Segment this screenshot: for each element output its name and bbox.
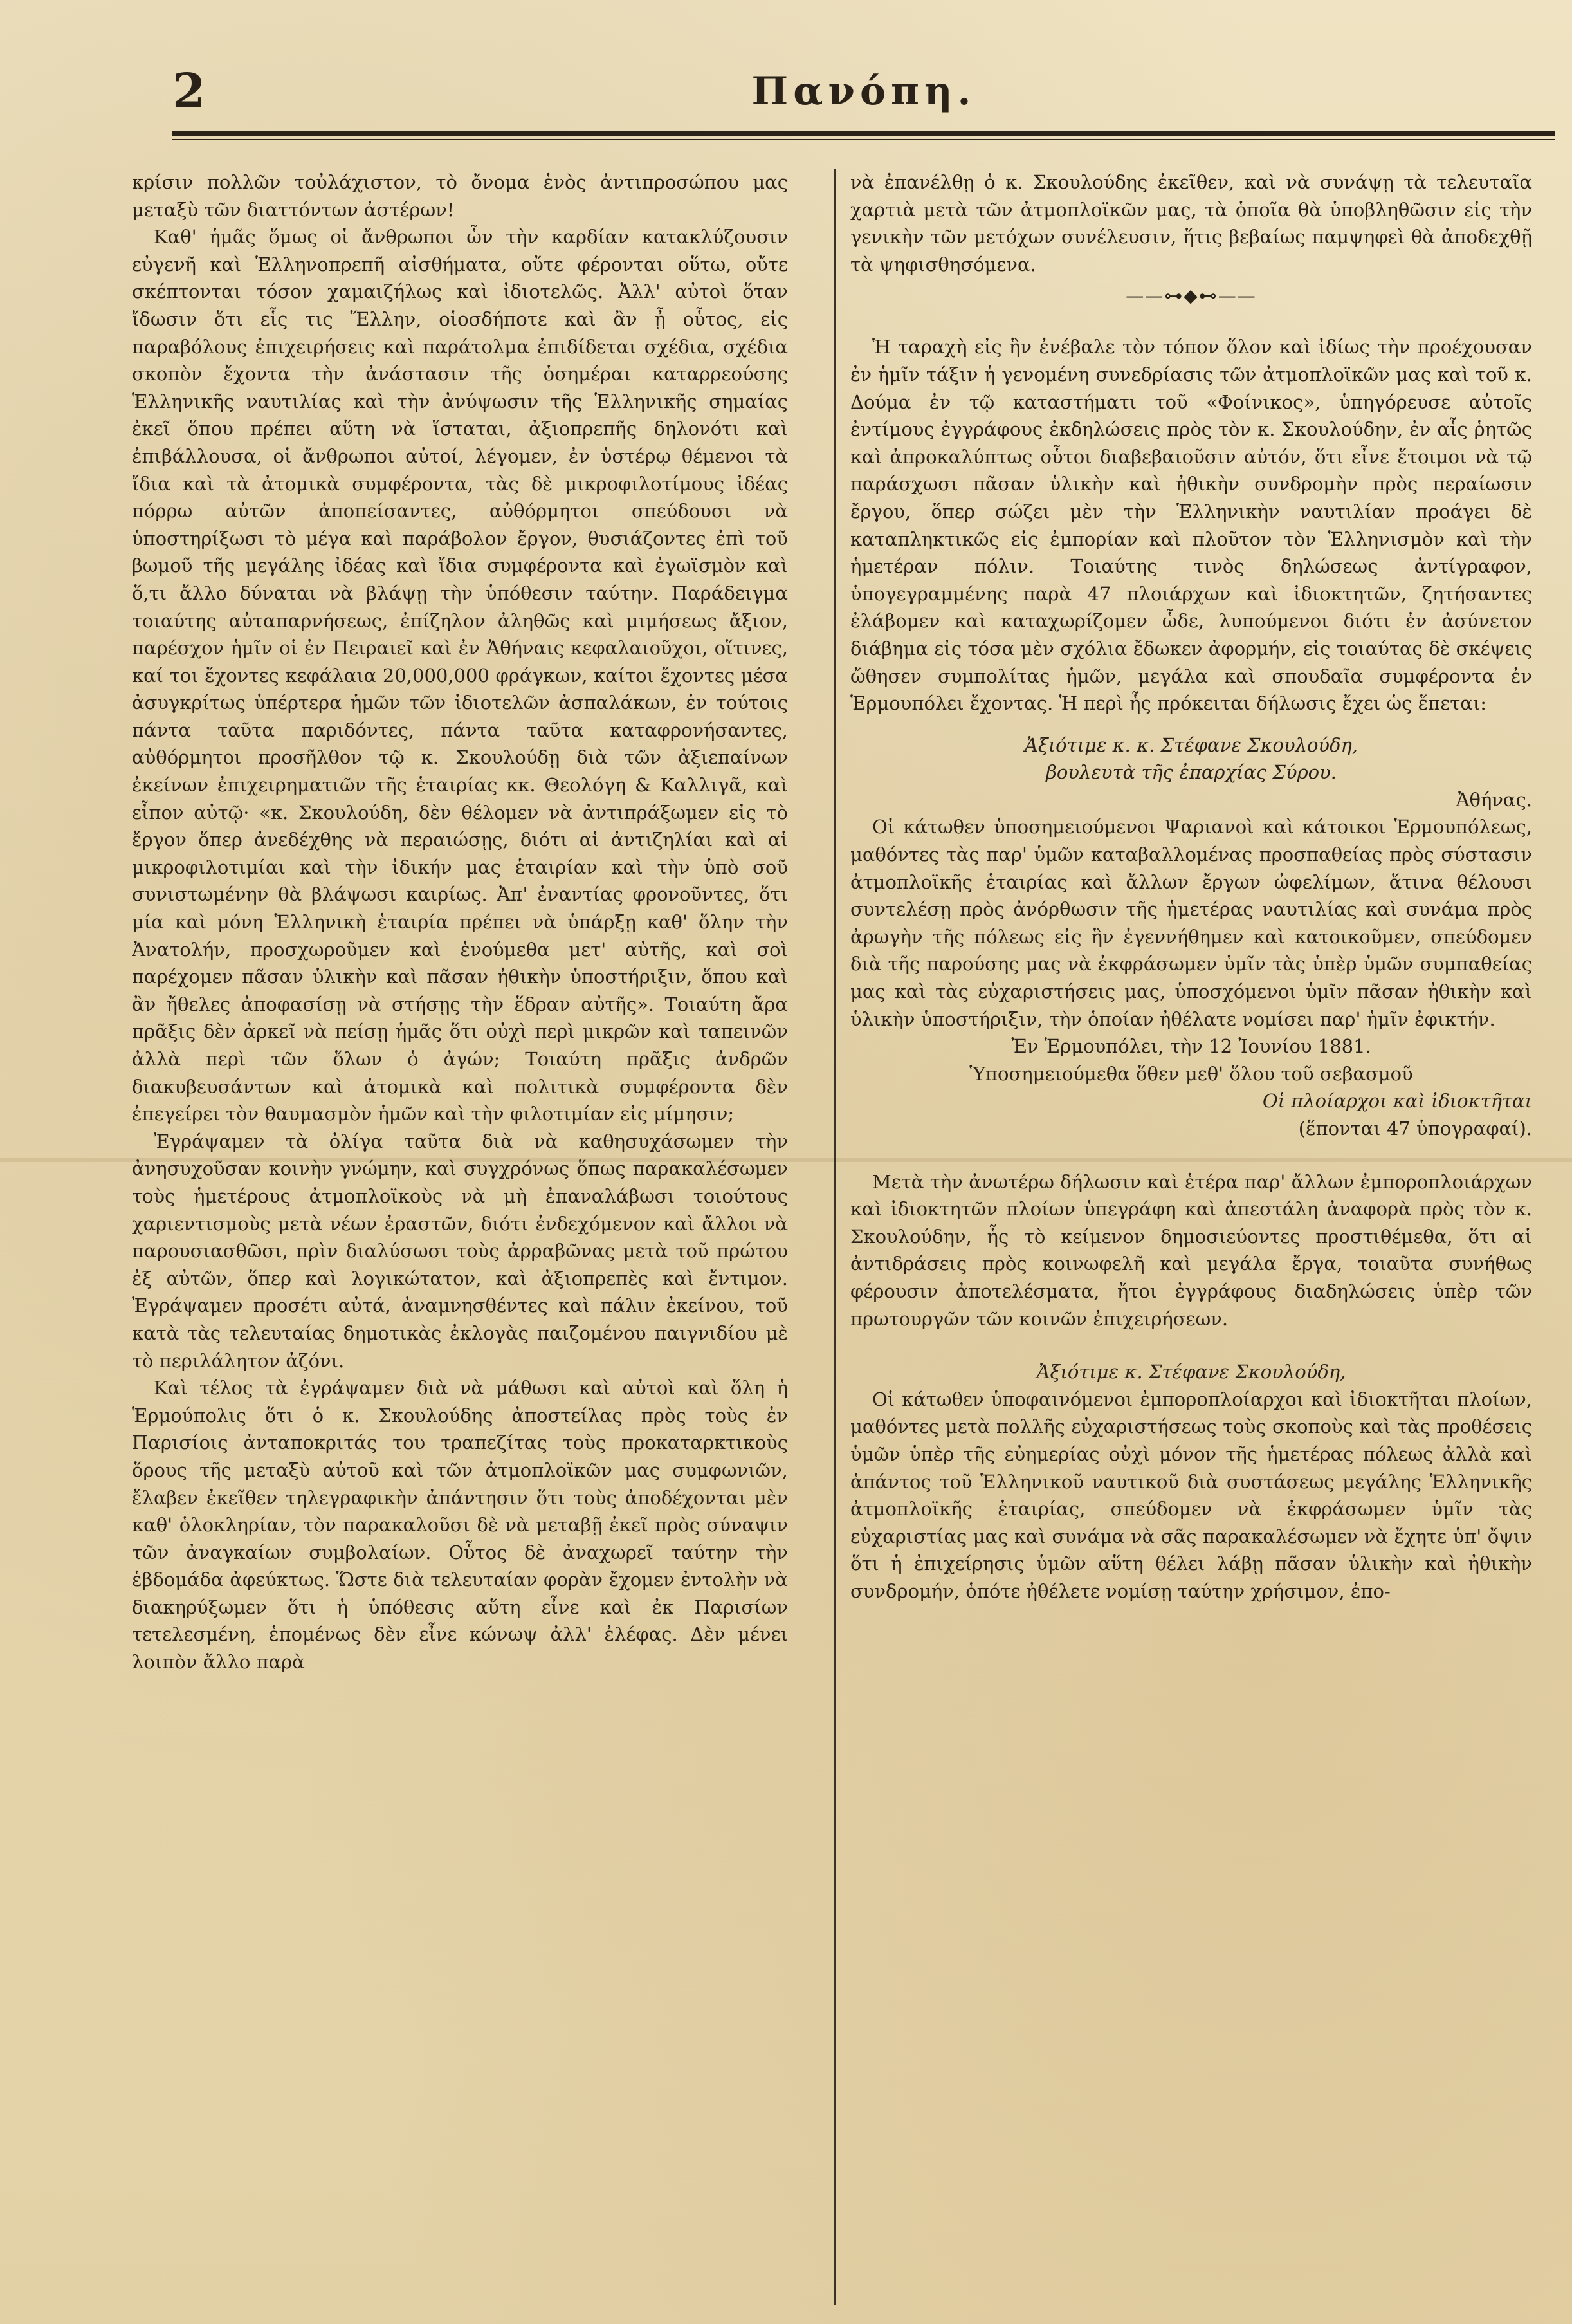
header-rule-thin — [172, 139, 1555, 140]
letter-body: Οἱ κάτωθεν ὑποφαινόμενοι ἐμποροπλοίαρχοι καὶ ἰδιοκτῆται πλοίων, μαθόντες μετὰ πολλῆς εὐχαριστήσεως τοὺς σκοποὺς καὶ τὰς προθέσεις ὑμῶν ὑπὲρ τῆς εὐημερίας οὐχὶ μόνον τῆς ἡμετέρας πόλεως ἀλλὰ καὶ ἁπάντος τοῦ Ἑλληνικοῦ ναυτικοῦ διὰ συστάσεως μεγάλης Ἑλληνικῆς ἀτμοπλοϊκῆς ἑταιρίας, σπεύδομεν νὰ ἐκφράσωμεν ὑμῖν τὰς εὐχαριστίας μας καὶ συνάμα νὰ σᾶς παρακαλέσωμεν νὰ ἔχητε ὑπ' ὄψιν ὅτι ἡ ἐπιχείρησις ὑμῶν αὕτη θέλει λάβῃ πᾶσαν ὑλικὴν καὶ ἠθικὴν συνδρομήν, ὁπότε ἠθέλετε νομίσῃ ταύτην χρήσιμον, ἐπο- — [850, 1388, 1532, 1602]
column-divider — [834, 169, 836, 2305]
letter-salutation-title: βουλευτὰ τῆς ἐπαρχίας Σύρου. — [1046, 761, 1337, 784]
letter-place: Ἀθήνας. — [1456, 788, 1532, 811]
letter-signatories: Οἱ πλοίαρχοι καὶ ἰδιοκτῆται — [1262, 1090, 1532, 1112]
left-paragraph-continued: κρίσιν πολλῶν τοὐλάχιστον, τὸ ὄνομα ἑνὸς ἀντιπροσώπου μας μεταξὺ τῶν διαττόντων ἀστέρων! — [132, 171, 788, 221]
left-column — [132, 169, 788, 2305]
right-paragraph-continued: νὰ ἐπανέλθῃ ὁ κ. Σκουλούδης ἐκεῖθεν, καὶ νὰ συνάψῃ τὰ τελευταῖα χαρτιὰ μετὰ τῶν ἀτμοπλοϊκῶν μας, τὰ ὁποῖα θὰ ὑποβληθῶσιν εἰς τὴν γενικὴν τῶν μετόχων συνέλευσιν, ἥτις βεβαίως παμψηφεὶ θὰ ἀποδεχθῇ τὰ ψηφισθησόμενα. — [850, 171, 1532, 275]
letter-date: Ἐν Ἑρμουπόλει, τὴν 12 Ἰουνίου 1881. — [1011, 1035, 1371, 1058]
section-ornament: ——⊶◆⊷—— — [1126, 285, 1257, 307]
left-paragraph: Καθ' ἡμᾶς ὅμως οἱ ἄνθρωποι ὧν τὴν καρδίαν κατακλύζουσιν εὐγενῆ καὶ Ἑλληνοπρεπῆ αἰσθήματα, οὔτε φέρονται οὕτω, οὔτε σκέπτονται τόσον χαμαιζήλως καὶ ἰδιοτελῶς. Ἀλλ' αὐτοὶ ὅταν ἴδωσιν ὅτι εἷς τις Ἕλλην, οἱοσδήποτε καὶ ἂν ᾖ οὗτος, εἰς παραβόλους ἐπιχειρήσεις καὶ παράτολμα ἐπιδίδεται σχέδια, σχέδια σκοπὸν ἔχοντα τὴν ἀνάστασιν τῆς ὁσημέραι καταρρεούσης Ἑλληνικῆς ναυτιλίας καὶ τὴν ἀνύψωσιν τῆς Ἑλληνικῆς σημαίας ἐκεῖ ὅπου πρέπει αὕτη νὰ ἵσταται, ἀξιοπρεπῆς δηλονότι καὶ ἐπιβάλλουσα, οἱ ἄνθρωποι αὐτοί, λέγομεν, ἐν ὑστέρῳ θέμενοι τὰ ἴδια καὶ τὰ ἀτομικὰ συμφέροντα, τὰς δὲ μικροφιλοτίμους ἰδέας πόρρω αὐτῶν ἀποπείσαντες, αὐθόρμητοι σπεύδουσι νὰ ὑποστηρίξωσι τὸ μέγα καὶ παράβολον ἔργον, θυσιάζοντες ἐπὶ τοῦ βωμοῦ τῆς μεγάλης ἰδέας καὶ ἴδια συμφέροντα καὶ ἐγωϊσμὸν καὶ ὅ,τι ἄλλο δύναται νὰ βλάψῃ τὴν ὑπόθεσιν ταύτην. Παράδειγμα τοιαύτης αὐταπαρνήσεως, ἐπίζηλον ἀληθῶς καὶ μιμήσεως ἄξιον, παρέσχον ἡμῖν οἱ ἐν Πειραιεῖ καὶ ἐν Ἀθήναις κεφαλαιοῦχοι, οἵτινες, καί τοι ἔχοντες κεφάλαια 20,000,000 φράγκων, καίτοι ἔχοντες μέσα ἀσυγκρίτως ὑπέρτερα ἡμῶν τῶν ἰδιοτελῶν ἀσπαλάκων, ἐν τούτοις πάντα ταῦτα παριδόντες, πάντα ταῦτα καταφρονήσαντες, αὐθόρμητοι προσῆλθον τῷ κ. Σκουλούδῃ διὰ τῶν ἀξιεπαίνων ἐκείνων ἐπιχειρηματιῶν τῆς ἑταιρίας κκ. Θεολόγη & Καλλιγᾶ, καὶ εἶπον αὐτῷ· «κ. Σκουλούδη, δὲν θέλομεν νὰ ἀντιπράξωμεν εἰς τὸ ἔργον ὅπερ ἀνεδέχθης νὰ περαιώσῃς, διότι αἱ ἀντιζηλίαι καὶ αἱ μικροφιλοτιμίαι καὶ τὴν ἰδικήν μας ἑταιρίαν καὶ τὴν ὑπὸ σοῦ συνιστωμένην θὰ βλάψωσι καιρίως. Ἀπ' ἐναντίας φρονοῦντες, ὅτι μία καὶ μόνη Ἑλληνικὴ ἑταιρία πρέπει νὰ ὑπάρξῃ καθ' ὅλην τὴν Ἀνατολήν, προσχωροῦμεν καὶ ἑνούμεθα μετ' αὐτῆς, καὶ σοὶ παρέχομεν πᾶσαν ὑλικὴν καὶ πᾶσαν ἠθικὴν ὑποστήριξιν, ὅπου καὶ ἂν ἤθελες ἀποφασίσῃ νὰ στήσῃς τὴν ἕδραν αὐτῆς». Τοιαύτη ἄρα πρᾶξις δὲν ἀρκεῖ νὰ πείσῃ ἡμᾶς ὅτι οὐχὶ περὶ μικρῶν καὶ ταπεινῶν ἀλλὰ περὶ τῶν ὅλων ὁ ἀγών; Τοιαύτη πρᾶξις ἀνδρῶν διακυβευσάντων καὶ ἀτομικὰ καὶ πολιτικὰ συμφέροντα δὲν ἐπεγείρει τὸν θαυμασμὸν ἡμῶν καὶ τὴν φιλοτιμίαν εἰς μίμησιν; — [132, 226, 788, 1125]
news-article: Ἡ ταραχὴ εἰς ἣν ἐνέβαλε τὸν τόπον ὅλον καὶ ἰδίως τὴν προέχουσαν ἐν ἡμῖν τάξιν ἡ γενομένη συνεδρίασις τῶν ἀτμοπλοϊκῶν μας καὶ τοῦ κ. Δούμα ἐν τῷ καταστήματι τοῦ «Φοίνικος», ὑπηγόρευσε αὐτοῖς ἐντίμους ἐγγράφους ἐκδηλώσεις πρὸς τὸν κ. Σκουλούδην, ἐν αἷς ῥητῶς καὶ ἀπροκαλύπτως οὗτοι διαβεβαιοῦσιν αὐτόν, ὅτι εἶνε ἕτοιμοι νὰ τῷ παράσχωσι πᾶσαν ὑλικὴν καὶ ἠθικὴν συνδρομὴν πρὸς περαίωσιν ἔργου, ὅπερ σώζει μὲν τὴν Ἑλληνικὴν ναυτιλίαν προάγει δὲ καταπληκτικῶς εἰς ἐμπορίαν καὶ πλοῦτον τὸν Ἑλληνισμὸν καὶ τὴν ἡμετέραν πόλιν. Τοιαύτης τινὸς δηλώσεως ἀντίγραφον, ὑπογεγραμμένης παρὰ 47 πλοιάρχων καὶ ἰδιοκτητῶν, ζητήσαντες ἐλάβομεν καὶ καταχωρίζομεν ὧδε, λυπούμενοι διότι ἐν ἀσύνετον διάβημα εἰς τόσα μὲν σχόλια ἔδωκεν ἀφορμήν, εἰς τοιαύτας δὲ σκέψεις ὤθησεν συμπολίτας ἡμῶν, μεγάλα καὶ σπουδαῖα συμφέροντα ἐν Ἑρμουπόλει ἔχοντας. Ἡ περὶ ἧς πρόκειται δήλωσις ἔχει ὡς ἕπεται: — [850, 336, 1532, 715]
left-paragraph: Ἐγράψαμεν τὰ ὀλίγα ταῦτα διὰ νὰ καθησυχάσωμεν τὴν ἀνησυχοῦσαν κοινὴν γνώμην, καὶ συγχρόνως ὅπως παρακαλέσωμεν τοὺς ἡμετέρους ἀτμοπλοϊκοὺς νὰ μὴ ἐπαναλάβωσι τοιούτους χαριεντισμοὺς μετὰ νέων ἐραστῶν, διότι ἐνδεχόμενον καὶ ἄλλοι νὰ παρουσιασθῶσι, πρὶν διαλύσωσι τοὺς ἀρραβῶνας μετὰ τοῦ πρώτου ἐξ αὐτῶν, ὅπερ καὶ λογικώτατον, καὶ ἀξιοπρεπὲς καὶ ἔντιμον. Ἐγράψαμεν προσέτι αὐτά, ἀναμνησθέντες καὶ πάλιν ἐκείνου, τοῦ κατὰ τὰς τελευταίας δημοτικὰς ἐκλογὰς παιζομένου παιγνιδίου μὲ τὸ περιλάλητον ἀζόνι. — [132, 1130, 788, 1372]
left-paragraph: Καὶ τέλος τὰ ἐγράψαμεν διὰ νὰ μάθωσι καὶ αὐτοὶ καὶ ὅλη ἡ Ἑρμούπολις ὅτι ὁ κ. Σκουλούδης ἀποστείλας πρὸς τοὺς ἐν Παρισίοις ἀνταποκριτάς του τραπεζίτας τοὺς προκαταρκτικοὺς ὅρους τῆς μεταξὺ αὐτοῦ καὶ τῶν ἀτμοπλοϊκῶν μας συμφωνιῶν, ἔλαβεν ἐκεῖθεν τηλεγραφικὴν ἀπάντησιν ὅτι τοὺς ἀποδέχονται μὲν καθ' ὁλοκληρίαν, τὸν παρακαλοῦσι δὲ νὰ μεταβῇ ἐκεῖ πρὸς σύναψιν τῶν ἀναγκαίων συμβολαίων. Οὗτος δὲ ἀναχωρεῖ ταύτην τὴν ἑβδομάδα ἀφεύκτως. Ὥστε διὰ τελευταίαν φορὰν ἔχομεν ἐντολὴν νὰ διακηρύξωμεν ὅτι ἡ ὑπόθεσις αὕτη εἶνε καὶ ἐκ Παρισίων τετελεσμένη, ἑπομένως δὲν εἶνε κώνωψ ἀλλ' ἐλέφας. Δὲν μένει λοιπὸν ἄλλο παρὰ — [132, 1377, 788, 1674]
letter-body: Οἱ κάτωθεν ὑποσημειούμενοι Ψαριανοὶ καὶ κάτοικοι Ἑρμουπόλεως, μαθόντες τὰς παρ' ὑμῶν καταβαλλομένας προσπαθείας πρὸς σύστασιν ἀτμοπλοϊκῆς ἑταιρίας καὶ ἄλλων ἔργων ὠφελίμων, ἅτινα θέλουσι συντελέσῃ πρὸς ἀνόρθωσιν τῆς ἡμετέρας ναυτιλίας καὶ συνάμα πρὸς ἀρωγὴν τῆς πόλεως εἰς ἣν ἐγεννήθημεν καὶ κατοικοῦμεν, σπεύδομεν διὰ τῆς παρούσης μας νὰ ἐκφράσωμεν ὑμῖν τὰς ὑπὲρ ὑμῶν συμπαθείας μας καὶ τὰς εὐχαριστήσεις μας, ὑποσχόμενοι ὑμῖν πᾶσαν ἠθικὴν καὶ ὑλικὴν ὑποστήριξιν, τὴν ὁποίαν ἠθέλατε νομίσει παρ' ἡμῖν ἐφικτήν. — [850, 816, 1532, 1030]
header-rule-thick — [172, 131, 1555, 136]
masthead-title: Πανόπη. — [751, 69, 976, 114]
right-column — [850, 169, 1532, 2305]
letter-signature-count: (ἕπονται 47 ὑπογραφαί). — [1298, 1118, 1532, 1139]
letter-salutation: Ἀξιότιμε κ. Στέφανε Σκουλούδη, — [1036, 1361, 1346, 1383]
letter-closing: Ὑποσημειούμεθα ὅθεν μεθ' ὅλου τοῦ σεβασμοῦ — [969, 1062, 1413, 1085]
letter-salutation: Ἀξιότιμε κ. κ. Στέφανε Σκουλούδη, — [1024, 733, 1358, 756]
page-number: 2 — [172, 64, 206, 119]
right-paragraph: Μετὰ τὴν ἀνωτέρω δήλωσιν καὶ ἑτέρα παρ' ἄλλων ἐμποροπλοιάρχων καὶ ἰδιοκτητῶν πλοίων ὑπεγράφη καὶ ἀπεστάλη ἀναφορὰ πρὸς τὸν κ. Σκουλούδην, ἧς τὸ κείμενον δημοσιεύοντες προστιθέμεθα, ὅτι αἱ ἀντιδράσεις πρὸς κοινωφελῆ καὶ μεγάλα ἔργα, τοιαῦτα συνήθως φέρουσιν ἀποτελέσματα, ἤτοι ἐγγράφους διαδηλώσεις ὑπὲρ τῶν πρωτουργῶν τῶν κοινῶν ἐπιχειρήσεων. — [850, 1170, 1532, 1330]
page-header — [172, 59, 1555, 130]
